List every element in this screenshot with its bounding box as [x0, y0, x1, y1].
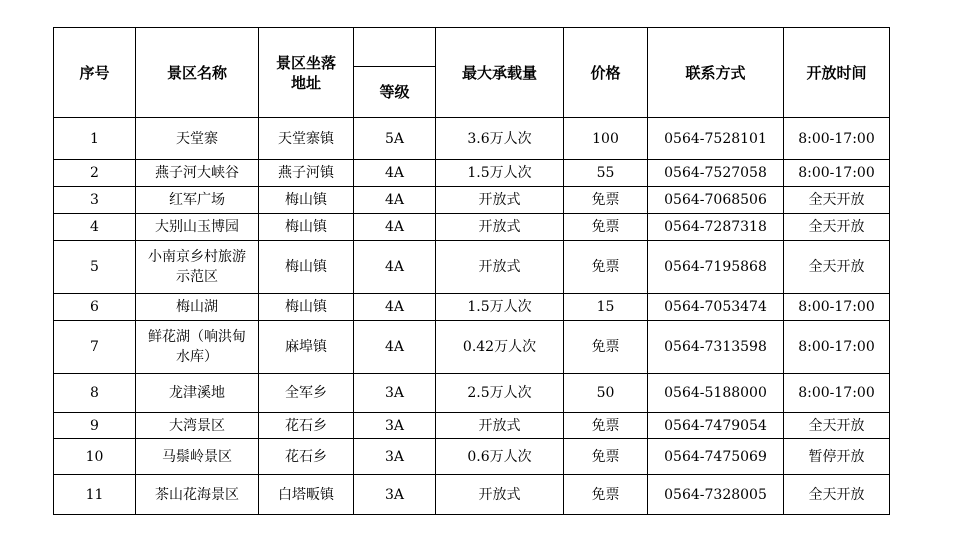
cell-hours: 全天开放	[784, 214, 890, 241]
cell-hours: 暂停开放	[784, 439, 890, 475]
cell-level: 3A	[354, 475, 436, 515]
cell-level: 3A	[354, 374, 436, 413]
table-row	[54, 321, 890, 374]
cell-seq: 5	[54, 241, 136, 294]
header-location-line1: 景区坐落	[275, 53, 336, 72]
cell-location: 花石乡	[259, 413, 354, 439]
cell-seq: 9	[54, 413, 136, 439]
cell-seq: 8	[54, 374, 136, 413]
cell-level: 4A	[354, 294, 436, 321]
cell-seq: 11	[54, 475, 136, 515]
cell-capacity: 0.6万人次	[436, 439, 564, 475]
cell-location: 燕子河镇	[259, 160, 354, 187]
cell-price: 免票	[564, 321, 648, 374]
cell-contact: 0564-7195868	[648, 241, 784, 294]
cell-level: 3A	[354, 439, 436, 475]
cell-seq: 1	[54, 118, 136, 160]
header-price: 价格	[564, 28, 648, 118]
cell-name-line2: 示范区	[176, 269, 218, 285]
cell-contact: 0564-5188000	[648, 374, 784, 413]
cell-hours: 全天开放	[784, 413, 890, 439]
table-row	[54, 118, 890, 160]
cell-hours: 8:00-17:00	[784, 160, 890, 187]
cell-price: 免票	[564, 439, 648, 475]
cell-name-line2: 水库）	[176, 349, 218, 365]
cell-contact: 0564-7328005	[648, 475, 784, 515]
cell-name: 梅山湖	[136, 294, 259, 321]
header-capacity: 最大承载量	[436, 28, 564, 118]
cell-price: 15	[564, 294, 648, 321]
cell-location: 梅山镇	[259, 187, 354, 214]
cell-capacity: 0.42万人次	[436, 321, 564, 374]
cell-name: 红军广场	[136, 187, 259, 214]
cell-seq: 6	[54, 294, 136, 321]
cell-name: 龙津溪地	[136, 374, 259, 413]
cell-hours: 全天开放	[784, 187, 890, 214]
header-name: 景区名称	[136, 28, 259, 118]
cell-capacity: 2.5万人次	[436, 374, 564, 413]
cell-contact: 0564-7528101	[648, 118, 784, 160]
cell-location: 全军乡	[259, 374, 354, 413]
cell-hours: 全天开放	[784, 475, 890, 515]
cell-name: 燕子河大峡谷	[136, 160, 259, 187]
cell-contact: 0564-7287318	[648, 214, 784, 241]
cell-name	[136, 321, 259, 374]
cell-hours: 8:00-17:00	[784, 294, 890, 321]
cell-level: 4A	[354, 214, 436, 241]
cell-contact: 0564-7068506	[648, 187, 784, 214]
cell-capacity: 开放式	[436, 241, 564, 294]
cell-price: 免票	[564, 241, 648, 294]
cell-location: 麻埠镇	[259, 321, 354, 374]
cell-price: 免票	[564, 475, 648, 515]
cell-capacity: 开放式	[436, 475, 564, 515]
cell-hours: 8:00-17:00	[784, 118, 890, 160]
cell-hours: 8:00-17:00	[784, 374, 890, 413]
cell-hours: 全天开放	[784, 241, 890, 294]
cell-level: 4A	[354, 241, 436, 294]
cell-price: 免票	[564, 413, 648, 439]
cell-location: 花石乡	[259, 439, 354, 475]
cell-name: 大别山玉博园	[136, 214, 259, 241]
header-level-blank	[354, 28, 436, 67]
table-row	[54, 374, 890, 413]
cell-contact: 0564-7527058	[648, 160, 784, 187]
table-row	[54, 294, 890, 321]
cell-name: 茶山花海景区	[136, 475, 259, 515]
table-row	[54, 439, 890, 475]
header-contact: 联系方式	[648, 28, 784, 118]
cell-capacity: 开放式	[436, 413, 564, 439]
cell-seq: 4	[54, 214, 136, 241]
cell-level: 4A	[354, 187, 436, 214]
header-hours: 开放时间	[784, 28, 890, 118]
table-row	[54, 187, 890, 214]
table-row	[54, 241, 890, 294]
cell-name: 马鬃岭景区	[136, 439, 259, 475]
table-row	[54, 160, 890, 187]
cell-price: 免票	[564, 214, 648, 241]
cell-seq: 7	[54, 321, 136, 374]
cell-price: 免票	[564, 187, 648, 214]
table-row	[54, 475, 890, 515]
header-row	[54, 28, 890, 67]
cell-level: 3A	[354, 413, 436, 439]
cell-name-line1: 鲜花湖（响洪甸	[148, 329, 246, 345]
cell-level: 4A	[354, 160, 436, 187]
cell-level: 4A	[354, 321, 436, 374]
header-level: 等级	[354, 67, 436, 118]
cell-capacity: 1.5万人次	[436, 160, 564, 187]
cell-price: 100	[564, 118, 648, 160]
cell-hours: 8:00-17:00	[784, 321, 890, 374]
cell-location: 白塔畈镇	[259, 475, 354, 515]
cell-location: 天堂寨镇	[259, 118, 354, 160]
header-seq: 序号	[54, 28, 136, 118]
cell-name-line1: 小南京乡村旅游	[148, 249, 246, 265]
cell-seq: 10	[54, 439, 136, 475]
header-location	[259, 28, 354, 118]
cell-level: 5A	[354, 118, 436, 160]
cell-price: 50	[564, 374, 648, 413]
scenic-spots-table	[53, 27, 890, 515]
header-location-line2: 地址	[290, 73, 321, 92]
cell-capacity: 开放式	[436, 214, 564, 241]
cell-contact: 0564-7053474	[648, 294, 784, 321]
cell-location: 梅山镇	[259, 214, 354, 241]
cell-price: 55	[564, 160, 648, 187]
cell-name	[136, 241, 259, 294]
cell-name: 大湾景区	[136, 413, 259, 439]
cell-capacity: 3.6万人次	[436, 118, 564, 160]
cell-capacity: 1.5万人次	[436, 294, 564, 321]
cell-contact: 0564-7475069	[648, 439, 784, 475]
cell-seq: 2	[54, 160, 136, 187]
cell-contact: 0564-7313598	[648, 321, 784, 374]
cell-name: 天堂寨	[136, 118, 259, 160]
table-row	[54, 413, 890, 439]
cell-contact: 0564-7479054	[648, 413, 784, 439]
cell-capacity: 开放式	[436, 187, 564, 214]
cell-location: 梅山镇	[259, 241, 354, 294]
cell-location: 梅山镇	[259, 294, 354, 321]
table-row	[54, 214, 890, 241]
cell-seq: 3	[54, 187, 136, 214]
